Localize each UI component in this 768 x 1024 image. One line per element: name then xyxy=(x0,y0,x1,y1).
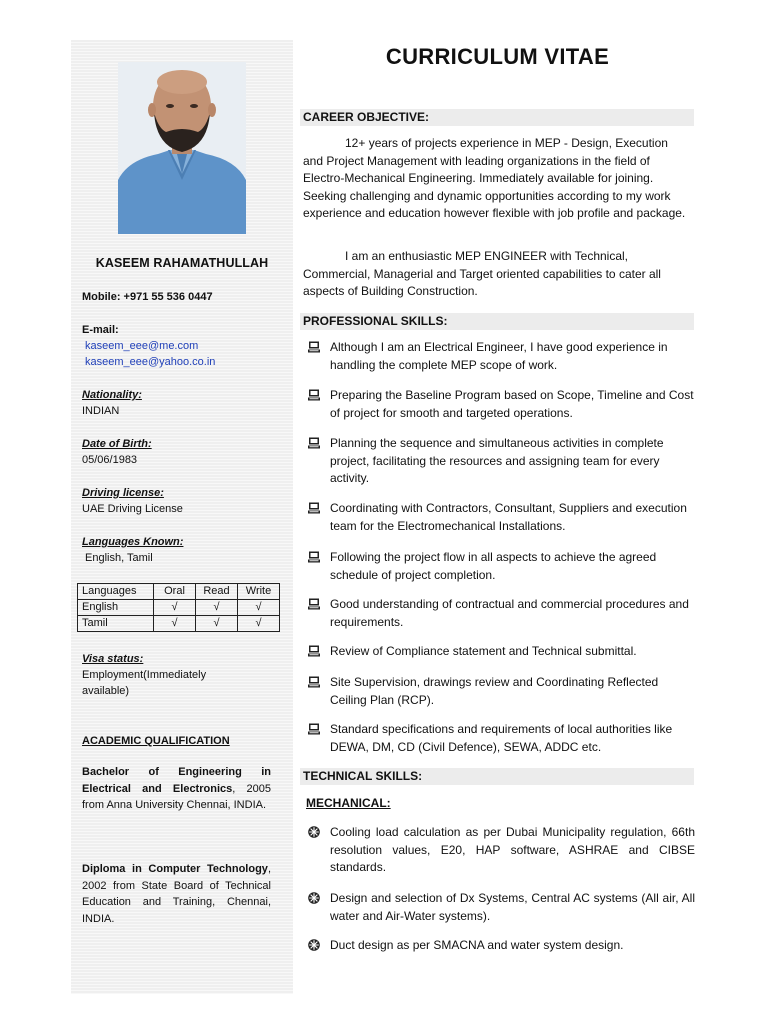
flower-bullet-icon xyxy=(307,891,321,905)
technical-skill-text: Cooling load calculation as per Dubai Municipality regulation, 66th resolution values, E20, HAP software, ASHRAE and CIBSE standards. xyxy=(330,825,695,875)
computer-bullet-icon xyxy=(307,597,321,611)
language-table-header xyxy=(78,584,280,600)
degree-bachelor xyxy=(82,764,271,814)
career-objective-paragraph-2 xyxy=(303,248,691,301)
professional-skill-text: Review of Compliance statement and Technical submittal. xyxy=(330,644,637,658)
professional-skill-text: Although I am an Electrical Engineer, I have good experience in handling the complete MEP scope of work. xyxy=(330,340,668,372)
professional-skill-text: Following the project flow in all aspects to achieve the agreed schedule of project completion. xyxy=(330,550,657,582)
professional-skill-text: Site Supervision, drawings review and Coordinating Reflected Ceiling Plan (RCP). xyxy=(330,675,659,707)
technical-skills-heading: TECHNICAL SKILLS: xyxy=(300,768,694,785)
academic-heading: ACADEMIC QUALIFICATION xyxy=(82,735,230,747)
computer-bullet-icon xyxy=(307,340,321,354)
mobile-number: Mobile: +971 55 536 0447 xyxy=(82,291,213,303)
languages-value: English, Tamil xyxy=(85,552,153,564)
table-row xyxy=(78,616,280,632)
flower-bullet-icon xyxy=(307,938,321,952)
technical-skill-text: Design and selection of Dx Systems, Central AC systems (All air, All water and Air-Water systems). xyxy=(330,891,695,923)
technical-skill-text: Duct design as per SMACNA and water system design. xyxy=(330,938,624,952)
technical-skill-item xyxy=(307,890,695,925)
degree-diploma-title: Diploma in Computer Technology xyxy=(82,863,268,875)
professional-skill-item xyxy=(307,339,695,374)
license-label: Driving license: xyxy=(82,487,164,499)
technical-skill-item xyxy=(307,937,695,955)
table-header-cell: Write xyxy=(238,584,280,600)
career-para2-text: I am an enthusiastic MEP ENGINEER with Technical, Commercial, Managerial and Target oriented capabilities to cater all aspects of Building Construction. xyxy=(303,249,661,299)
table-cell: English xyxy=(78,600,154,616)
nationality-value: INDIAN xyxy=(82,405,120,417)
candidate-name: KASEEM RAHAMATHULLAH xyxy=(95,256,269,270)
visa-label: Visa status: xyxy=(82,653,144,665)
professional-skills-heading: PROFESSIONAL SKILLS: xyxy=(300,313,694,330)
table-cell: √ xyxy=(196,616,238,632)
professional-skill-text: Planning the sequence and simultaneous activities in complete project, facilitating the resources and assigning team for every activity. xyxy=(330,436,664,486)
degree-diploma-details: , 2002 from State Board of Technical Education and Training, Chennai, INDIA. xyxy=(82,863,271,925)
professional-skill-item xyxy=(307,549,695,584)
professional-skill-text: Coordinating with Contractors, Consultant, Suppliers and execution team for the Electromechanical Installations. xyxy=(330,501,687,533)
nationality-label: Nationality: xyxy=(82,389,142,401)
table-header-cell: Oral xyxy=(154,584,196,600)
professional-skill-item xyxy=(307,500,695,535)
mechanical-subheading: MECHANICAL: xyxy=(306,796,391,810)
computer-bullet-icon xyxy=(307,436,321,450)
professional-skill-item xyxy=(307,596,695,631)
profile-photo xyxy=(118,62,246,234)
professional-skill-item xyxy=(307,643,695,661)
license-value: UAE Driving License xyxy=(82,503,183,515)
career-objective-paragraph-1 xyxy=(303,135,691,223)
career-objective-heading: CAREER OBJECTIVE: xyxy=(300,109,694,126)
languages-label: Languages Known: xyxy=(82,536,184,548)
table-header-cell: Languages xyxy=(78,584,154,600)
computer-bullet-icon xyxy=(307,501,321,515)
professional-skill-item xyxy=(307,435,695,488)
table-row xyxy=(78,600,280,616)
flower-bullet-icon xyxy=(307,825,321,839)
document-title: CURRICULUM VITAE xyxy=(385,44,610,69)
visa-value-line1: Employment(Immediately xyxy=(82,669,207,681)
language-table xyxy=(77,583,280,632)
degree-bachelor-details: , 2005 from Anna University Chennai, INDIA. xyxy=(82,782,271,811)
professional-skill-text: Preparing the Baseline Program based on Scope, Timeline and Cost of project for smooth and targeted operations. xyxy=(330,388,694,420)
degree-diploma xyxy=(82,861,271,927)
table-cell: √ xyxy=(238,600,280,616)
table-header-cell: Read xyxy=(196,584,238,600)
table-cell: √ xyxy=(154,600,196,616)
computer-bullet-icon xyxy=(307,644,321,658)
professional-skill-item xyxy=(307,674,695,709)
professional-skill-item xyxy=(307,721,695,756)
professional-skill-item xyxy=(307,387,695,422)
table-cell: √ xyxy=(238,616,280,632)
email-link-1[interactable]: kaseem_eee@me.com xyxy=(85,340,199,352)
computer-bullet-icon xyxy=(307,550,321,564)
table-cell: √ xyxy=(196,600,238,616)
computer-bullet-icon xyxy=(307,675,321,689)
table-cell: √ xyxy=(154,616,196,632)
visa-value-line2: available) xyxy=(82,685,130,697)
technical-skill-item xyxy=(307,824,695,877)
computer-bullet-icon xyxy=(307,722,321,736)
professional-skill-text: Good understanding of contractual and commercial procedures and requirements. xyxy=(330,597,689,629)
computer-bullet-icon xyxy=(307,388,321,402)
dob-value: 05/06/1983 xyxy=(82,454,138,466)
email-label: E-mail: xyxy=(82,324,119,336)
dob-label: Date of Birth: xyxy=(82,438,152,450)
professional-skill-text: Standard specifications and requirements of local authorities like DEWA, DM, CD (Civil Defence), SEWA, ADDC etc. xyxy=(330,722,673,754)
table-cell: Tamil xyxy=(78,616,154,632)
degree-bachelor-title: Bachelor of Engineering in Electrical and Electronics xyxy=(82,766,271,795)
career-para1-text: 12+ years of projects experience in MEP - Design, Execution and Project Management with leading organizations in the field of Electro-Mechanical Engineering. Immediately available for joining. Seeking challenging and dynamic opportunities according to my work experience and education however flexible with job profile and package. xyxy=(303,136,686,221)
person-photo-icon xyxy=(118,62,246,234)
email-link-2[interactable]: kaseem_eee@yahoo.co.in xyxy=(85,356,216,368)
